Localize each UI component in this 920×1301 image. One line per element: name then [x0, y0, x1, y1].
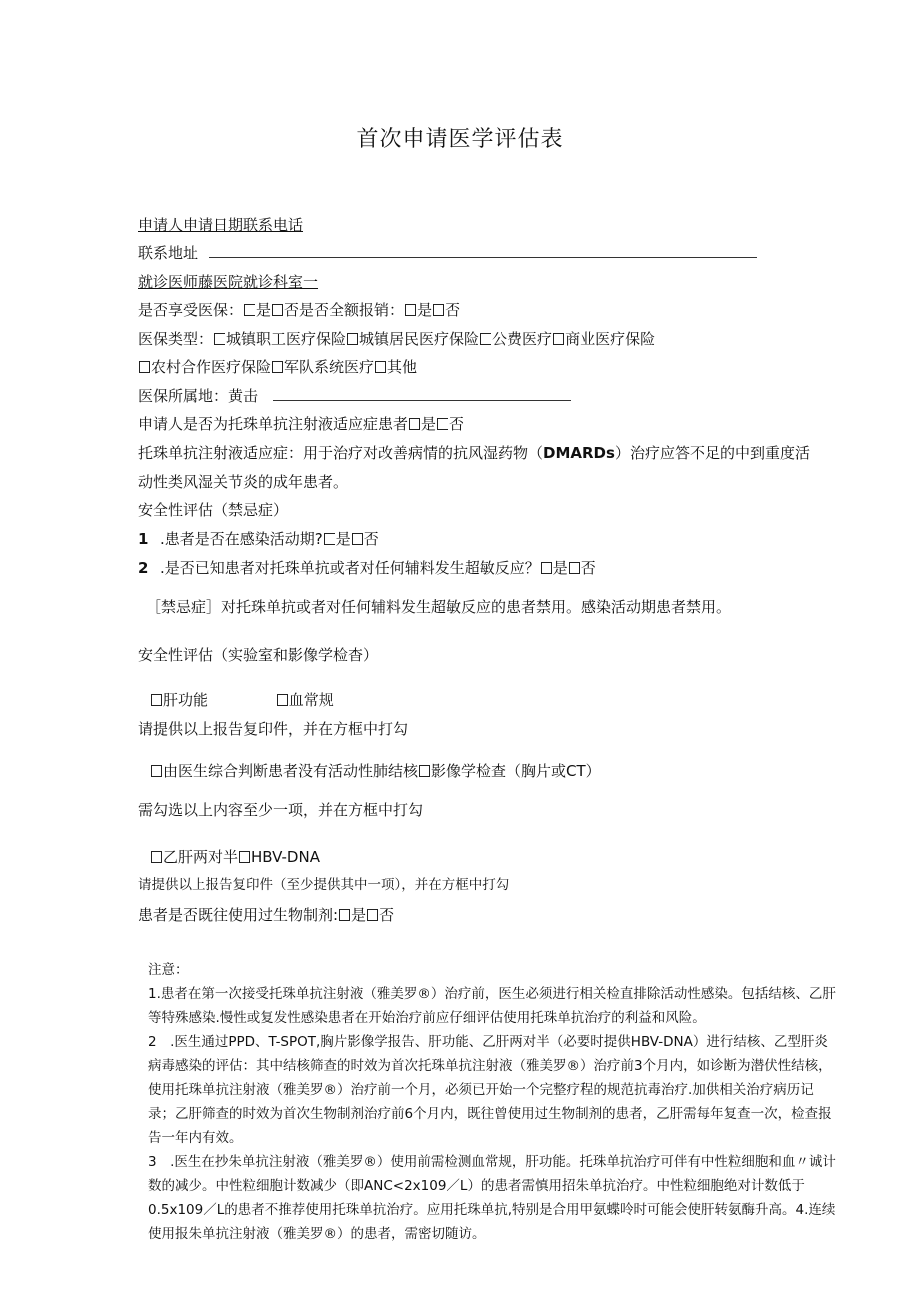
check-one-text: 需勾选以上内容至少一项，并在方框中打勾 [138, 801, 424, 819]
note-2: 2 .医生通过PPD、T-SPOT,胸片影像学报告、肝功能、乙肝两对半（必要时提供HBV-DNA）进行结核、乙型肝炎病毒感染的评估：其中结核筛查的时效为首次托珠单抗注射液（雅美罗®）治疗前3个月内，如诊断为潜伏性结核，使用托珠单抗注射液（雅美罗®）治疗前一个月，必须已开始一个完整疗程的规范抗毒治疗.加供相关治疗病历记录；乙肝筛查的时效为首次生物制剂治疗前6个月内，既往曾使用过生物制剂的患者，乙肝需每年复查一次，检查报告一年内有效。 [148, 1034, 832, 1146]
indication-line-2: 动性类风湿关节炎的成年患者。 [138, 473, 349, 491]
type-other-checkbox[interactable] [375, 361, 386, 373]
q2-yes-checkbox[interactable] [541, 562, 552, 574]
biologic-yes-label: 是 [351, 906, 367, 924]
insurance-yes-label: 是 [256, 301, 272, 319]
question-1 [138, 529, 379, 549]
tb-doctor-checkbox[interactable] [151, 765, 162, 777]
provide-copy-1: 请提供以上报告复印件，并在方框中打勾 [138, 720, 409, 738]
blood-label: 血常规 [288, 691, 334, 709]
type-rural-label: 农村合作医疗保险 [151, 358, 272, 376]
q1-yes-label: 是 [335, 530, 351, 548]
blood-checkbox[interactable] [277, 694, 288, 706]
hbv-dna-checkbox[interactable] [239, 851, 250, 863]
type-public-checkbox[interactable] [480, 333, 491, 345]
q2-number: 2 [138, 559, 149, 577]
biologic-yes-checkbox[interactable] [339, 909, 350, 921]
insurance-location-field[interactable] [273, 386, 571, 401]
address-row [138, 243, 757, 263]
reimburse-yes-label: 是 [417, 301, 433, 319]
address-label: 联系地址 [138, 244, 199, 262]
address-field[interactable] [209, 243, 757, 258]
q1-no-label: 否 [363, 530, 379, 548]
biologic-no-label: 否 [379, 906, 395, 924]
biologic-row [138, 905, 394, 925]
type-urban-resident-checkbox[interactable] [347, 333, 358, 345]
lab-items-row [150, 690, 334, 710]
liver-label: 肝功能 [163, 691, 209, 709]
reimburse-label: 是否全额报销： [299, 301, 405, 319]
page-title: 首次申请医学评估表 [356, 127, 564, 152]
type-commercial-checkbox[interactable] [553, 333, 564, 345]
reimburse-yes-checkbox[interactable] [405, 304, 416, 316]
insurance-no-label: 否 [284, 301, 300, 319]
q1-no-checkbox[interactable] [352, 533, 363, 545]
biologic-no-checkbox[interactable] [367, 909, 378, 921]
insurance-yes-checkbox[interactable] [244, 304, 255, 316]
type-other-label: 其他 [387, 358, 418, 376]
indication-question-row [138, 414, 464, 434]
insurance-type-row [138, 329, 655, 349]
biologic-label: 患者是否既往使用过生物制剂: [138, 906, 339, 924]
imaging-checkbox[interactable] [419, 765, 430, 777]
type-urban-resident-label: 城镇居民医疗保险 [359, 330, 480, 348]
indication-line-1 [138, 443, 810, 463]
type-urban-employee-checkbox[interactable] [214, 333, 225, 345]
note-1: 1.患者在第一次接受托珠单抗注射液（雅美罗®）治疗前，医生必须进行相关检直排除活动性感染。包括结核、乙肝等特殊感染.慢性或复发性感染患者在开始治疗前应仔细评估使用托珠单抗治疗的利益和风险。 [148, 986, 836, 1026]
hbv-dna-label: HBV-DNA [251, 848, 320, 866]
type-commercial-label: 商业医疗保险 [565, 330, 656, 348]
hbv-panel-label: 乙肝两对半 [163, 848, 239, 866]
hbv-panel-checkbox[interactable] [151, 851, 162, 863]
type-urban-employee-label: 城镇职工医疗保险 [226, 330, 347, 348]
lab-title: 安全性评估（实验室和影像学检杳） [138, 646, 379, 664]
provide-copy-2: 请提供以上报告复印件（至少提供其中一项），并在方框中打勾 [138, 877, 510, 893]
reimburse-no-label: 否 [445, 301, 461, 319]
applicant-line: 申请人申请日期联系电话 [138, 216, 304, 234]
indication-dmards: DMARDs [543, 444, 615, 462]
notes-title: 注意： [148, 962, 189, 978]
imaging-label: 影像学检查（胸片或CT） [431, 762, 601, 780]
notes-section [148, 958, 838, 1246]
q1-text: .患者是否在感染活动期? [160, 530, 323, 548]
hepatitis-row [150, 847, 320, 867]
insurance-type-label: 医保类型： [138, 330, 214, 348]
q2-yes-label: 是 [552, 559, 568, 577]
q1-yes-checkbox[interactable] [324, 533, 335, 545]
insurance-type-row-2 [138, 357, 417, 377]
type-public-label: 公费医疗 [492, 330, 553, 348]
insurance-no-checkbox[interactable] [272, 304, 283, 316]
q1-number: 1 [138, 530, 149, 548]
type-military-label: 军队系统医疗 [284, 358, 375, 376]
question-2 [138, 558, 596, 578]
type-rural-checkbox[interactable] [139, 361, 150, 373]
note-3: 3 .医生在抄朱单抗注射液（雅美罗®）使用前需检测血常规，肝功能。托珠单抗治疗可伴有中性粒细胞和血〃诚计数的减少。中性粒细胞计数减少（即ANC<2x109／L）的患者需慎用招朱单抗治疗。中性粒细胞绝对计数低于0.5x109／L的患者不推荐使用托珠单抗治疗。应用托珠单抗,特别是合用甲氨蝶呤时可能会使肝转氨酶升高。4.连续使用报朱单抗注射液（雅美罗®）的患者，需密切随访。 [148, 1154, 836, 1242]
type-military-checkbox[interactable] [272, 361, 283, 373]
indication-yes-checkbox[interactable] [409, 418, 420, 430]
q2-no-checkbox[interactable] [569, 562, 580, 574]
indication-no-label: 否 [449, 415, 465, 433]
insurance-label: 是否享受医保： [138, 301, 244, 319]
reimburse-no-checkbox[interactable] [433, 304, 444, 316]
safety-title: 安全性评估（禁忌症） [138, 501, 289, 519]
indication-text-a: 托珠单抗注射液适应症：用于治疗对改善病情的抗风湿药物（ [138, 444, 544, 462]
q2-text: .是否已知患者对托珠单抗或者对任何辅料发生超敏反应？ [160, 559, 540, 577]
indication-text-b: ）治疗应答不足的中到重度活 [614, 444, 810, 462]
insurance-location-label: 医保所属地：黄击 [138, 387, 259, 405]
insurance-location-row [138, 386, 571, 406]
indication-question-label: 申请人是否为托珠单抗注射液适应症患者 [138, 415, 409, 433]
tb-row [150, 761, 601, 781]
q2-no-label: 否 [580, 559, 596, 577]
contraindication-text: ［禁忌症］对托珠单抗或者对任何辅料发生超敏反应的患者禁用。感染活动期患者禁用。 [146, 598, 732, 616]
liver-checkbox[interactable] [151, 694, 162, 706]
tb-doctor-label: 由医生综合判断患者没有活动性肺结核 [163, 762, 419, 780]
insurance-row [138, 300, 460, 320]
indication-no-checkbox[interactable] [437, 418, 448, 430]
doctor-line: 就诊医师藤医院就诊科室一 [138, 273, 319, 291]
indication-yes-label: 是 [421, 415, 437, 433]
